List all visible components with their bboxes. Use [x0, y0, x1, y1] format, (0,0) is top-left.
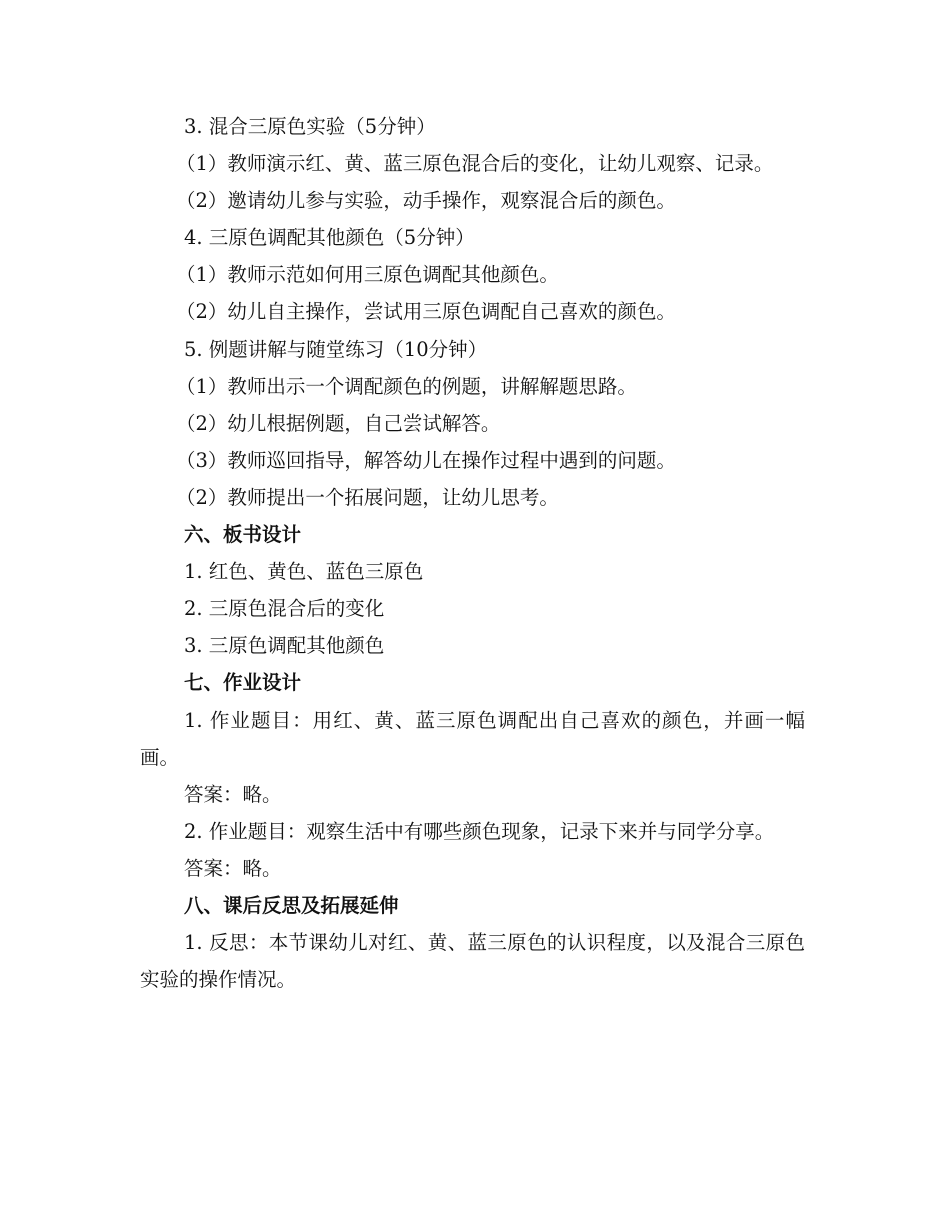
document-body: [140, 108, 805, 998]
board-item-3: 3. 三原色调配其他颜色: [184, 634, 385, 658]
step-5-item-3: （3）教师巡回指导，解答幼儿在操作过程中遇到的问题。: [176, 448, 676, 472]
step-5-item-4: （2）教师提出一个拓展问题，让幼儿思考。: [176, 485, 559, 509]
section-heading-board-design: 六、板书设计: [184, 523, 302, 547]
homework-item-1: 1. 作业题目：用红、黄、蓝三原色调配出自己喜欢的颜色，并画一幅画。: [140, 708, 805, 769]
homework-answer-1: 答案：略。: [184, 782, 282, 806]
board-item-2: 2. 三原色混合后的变化: [184, 597, 385, 621]
step-3-item-2: （2）邀请幼儿参与实验，动手操作，观察混合后的颜色。: [176, 189, 676, 213]
step-3-item-1: （1）教师演示红、黄、蓝三原色混合后的变化，让幼儿观察、记录。: [176, 152, 774, 176]
step-3-title: 3. 混合三原色实验（5分钟）: [184, 115, 436, 138]
step-5-item-2: （2）幼儿根据例题，自己尝试解答。: [176, 411, 501, 435]
step-4-item-1: （1）教师示范如何用三原色调配其他颜色。: [176, 263, 559, 287]
homework-answer-2: 答案：略。: [184, 856, 282, 880]
homework-item-2: 2. 作业题目：观察生活中有哪些颜色现象，记录下来并与同学分享。: [184, 819, 775, 843]
step-4-title: 4. 三原色调配其他颜色（5分钟）: [184, 226, 475, 250]
reflection-item-1: 1. 反思：本节课幼儿对红、黄、蓝三原色的认识程度，以及混合三原色实验的操作情况。: [140, 931, 805, 992]
step-4-item-2: （2）幼儿自主操作，尝试用三原色调配自己喜欢的颜色。: [176, 300, 676, 324]
step-5-title: 5. 例题讲解与随堂练习（10分钟）: [184, 337, 488, 361]
step-5-item-1: （1）教师出示一个调配颜色的例题，讲解解题思路。: [176, 374, 637, 398]
section-heading-homework-design: 七、作业设计: [184, 671, 302, 695]
board-item-1: 1. 红色、黄色、蓝色三原色: [184, 560, 424, 584]
section-heading-reflection: 八、课后反思及拓展延伸: [184, 893, 399, 917]
